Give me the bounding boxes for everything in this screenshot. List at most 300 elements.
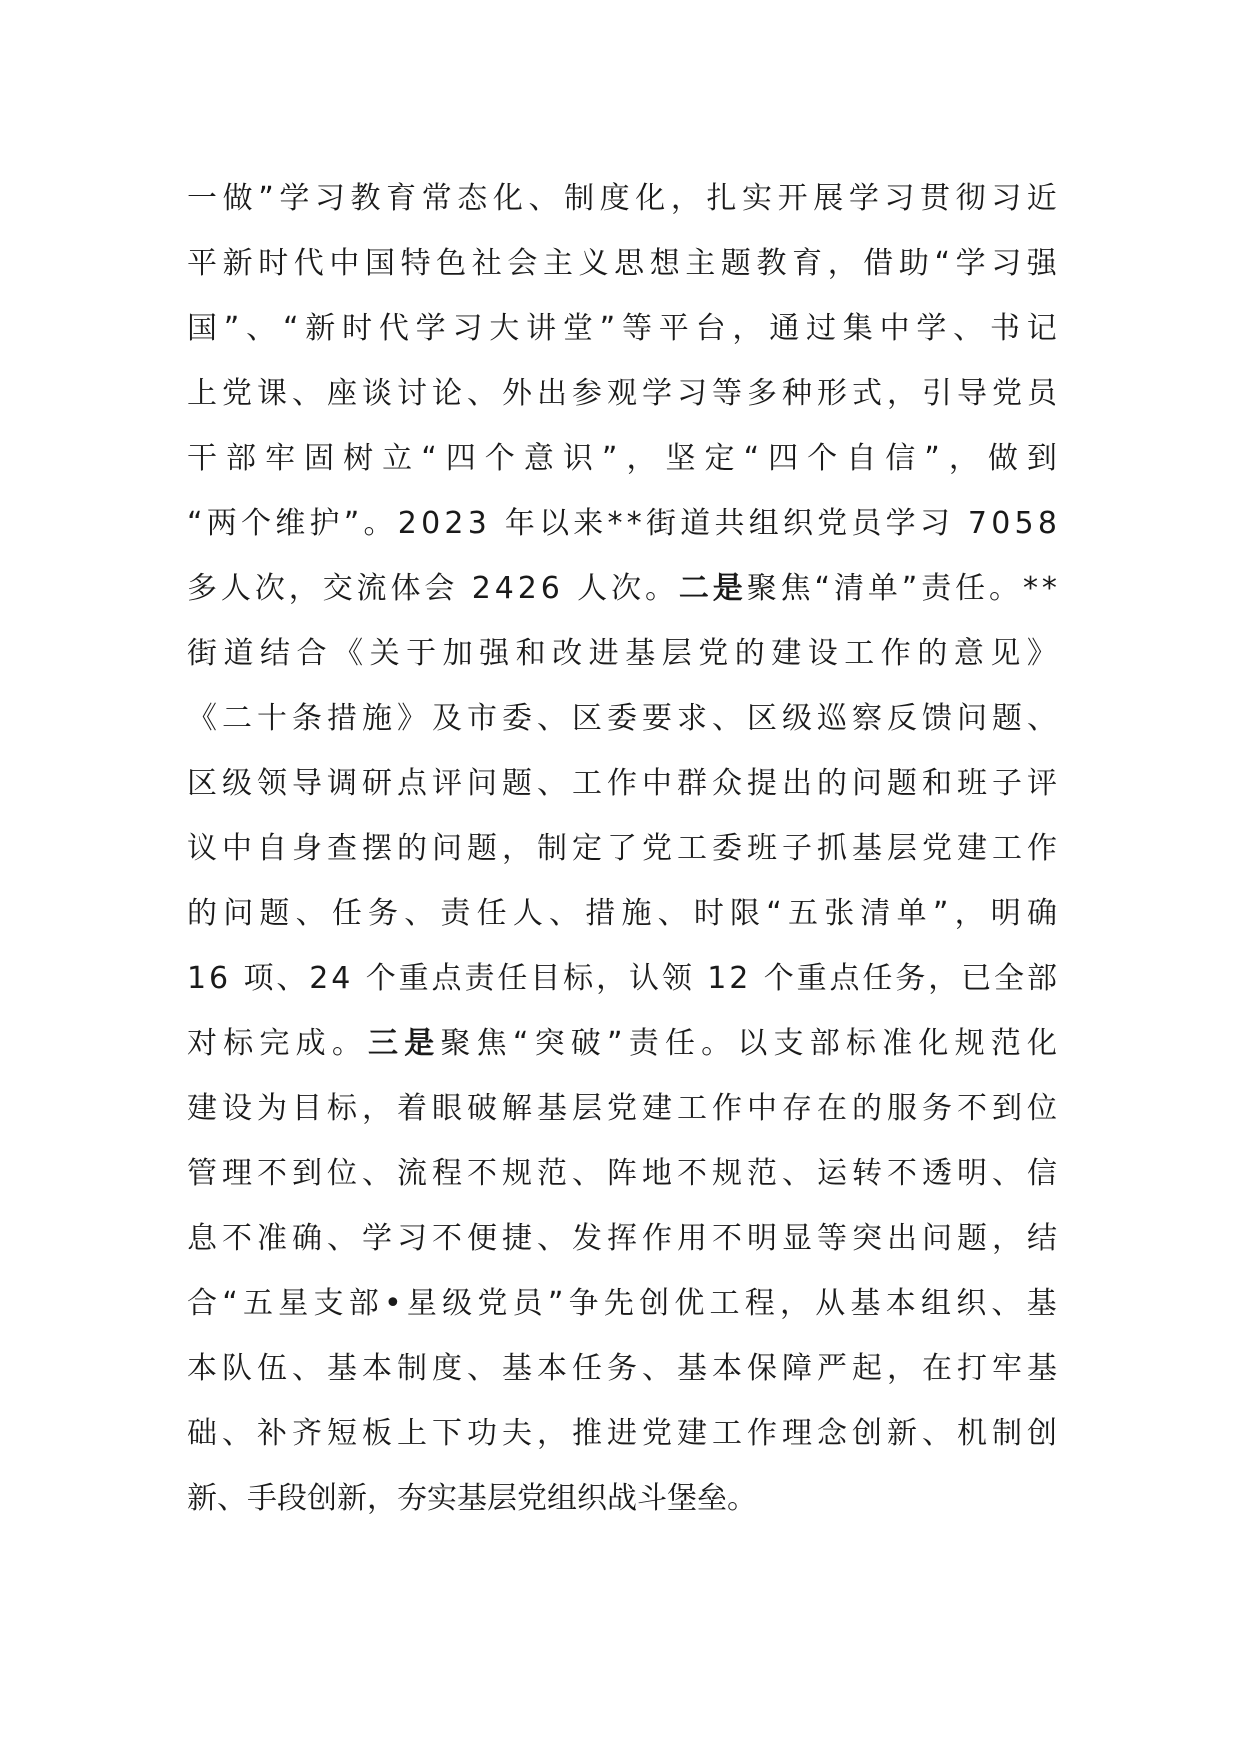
text-char: 3 — [467, 506, 487, 541]
text-char: ” — [924, 441, 940, 476]
text-char: 部 — [1026, 961, 1057, 996]
text-char: 确 — [292, 1221, 322, 1256]
text-char: 式 — [852, 376, 882, 411]
text-char: 讨 — [397, 376, 427, 411]
text-char: 理 — [222, 1156, 252, 1191]
text-char: 战 — [607, 1481, 637, 1516]
text-char: ， — [596, 961, 627, 996]
text-char: 五 — [243, 1286, 274, 1321]
text-char: 在 — [922, 1351, 952, 1386]
text-char: 本 — [362, 1351, 392, 1386]
text-char: 转 — [852, 1156, 882, 1191]
text-char: 功 — [467, 1416, 497, 1451]
text-char: 次 — [254, 571, 285, 606]
text-char: 化 — [635, 181, 666, 216]
text-char: 进 — [588, 636, 619, 671]
bold-lead-char: 是 — [712, 571, 743, 606]
text-char: 干 — [187, 441, 217, 476]
text-char: 个 — [241, 506, 272, 541]
text-char: 捷 — [502, 1221, 532, 1256]
text-char: 时 — [342, 311, 373, 346]
text-char: 巡 — [817, 701, 847, 736]
text-char: 出 — [782, 766, 812, 801]
text-char: 支 — [773, 1026, 804, 1061]
text-char: 立 — [382, 441, 413, 476]
text-char: 务 — [922, 1091, 952, 1126]
text-char: 队 — [222, 1351, 252, 1386]
text-char: * — [1041, 571, 1057, 606]
text-char: ， — [288, 571, 319, 606]
text-char: “ — [421, 441, 437, 476]
text-char: 国 — [364, 246, 395, 281]
text-char: 层 — [487, 1481, 517, 1516]
text-char: 题 — [502, 766, 532, 801]
text-char: 学 — [362, 1221, 392, 1256]
text-char: 流 — [397, 1156, 427, 1191]
text-char: 夯 — [397, 1481, 427, 1516]
text-char: 层 — [661, 636, 692, 671]
text-char: 焦 — [780, 571, 811, 606]
text-char: 级 — [782, 701, 812, 736]
text-char: 新 — [187, 1481, 217, 1516]
text-char: 显 — [782, 1221, 812, 1256]
text-char: 条 — [292, 701, 322, 736]
text-char: 主 — [542, 246, 573, 281]
text-char: 会 — [424, 571, 455, 606]
text-line — [187, 1336, 1057, 1401]
text-char: 级 — [442, 1286, 473, 1321]
text-char: 交 — [322, 571, 353, 606]
text-char: 学 — [642, 376, 672, 411]
text-char: 态 — [457, 181, 488, 216]
text-char: 实 — [427, 1481, 457, 1516]
text-char: 党 — [642, 831, 672, 866]
text-char: 级 — [222, 766, 252, 801]
text-line — [187, 1206, 1057, 1271]
text-char: 四 — [768, 441, 799, 476]
text-char: 强 — [1026, 246, 1057, 281]
text-char: 思 — [614, 246, 645, 281]
text-char: 聚 — [440, 1026, 471, 1061]
text-char: 、 — [292, 376, 322, 411]
text-char: 要 — [642, 701, 672, 736]
text-char: 关 — [369, 636, 400, 671]
text-char: 任 — [497, 961, 528, 996]
text-char: 重 — [398, 961, 429, 996]
text-char: 成 — [295, 1026, 326, 1061]
text-char: 清 — [833, 571, 864, 606]
text-char: 织 — [577, 1481, 607, 1516]
text-char: 到 — [992, 1091, 1022, 1126]
text-char: 制 — [992, 1416, 1022, 1451]
text-char: 大 — [489, 311, 520, 346]
text-char: 委 — [607, 701, 637, 736]
text-char: 于 — [406, 636, 437, 671]
text-char: 工 — [572, 766, 602, 801]
text-char: 、 — [642, 1351, 672, 1386]
text-char: 一 — [187, 181, 217, 216]
text-char: ” — [901, 571, 918, 606]
text-char: 6 — [540, 571, 560, 606]
text-char: 务 — [607, 1351, 637, 1386]
text-char: 突 — [534, 1026, 565, 1061]
text-char: 2 — [444, 506, 464, 541]
text-char: 任 — [572, 1351, 602, 1386]
text-char: 基 — [1026, 1286, 1057, 1321]
text-char: “ — [512, 1026, 529, 1061]
text-line — [187, 1011, 1057, 1076]
text-char: 馈 — [922, 701, 952, 736]
text-char: 导 — [957, 376, 987, 411]
text-char: 。 — [363, 506, 394, 541]
text-char: ， — [954, 896, 985, 931]
text-char: 流 — [356, 571, 387, 606]
text-line — [187, 166, 1057, 231]
text-char: 以 — [737, 1026, 768, 1061]
text-char: 教 — [350, 181, 381, 216]
text-char: 0 — [991, 506, 1011, 541]
text-char: 强 — [479, 636, 510, 671]
text-char: 。 — [727, 1481, 757, 1516]
text-char: “ — [766, 896, 782, 931]
text-char: 新 — [222, 246, 253, 281]
text-char: 习 — [991, 181, 1022, 216]
text-char: 平 — [658, 311, 689, 346]
text-char: 基 — [677, 1351, 707, 1386]
text-char: 不 — [432, 1221, 462, 1256]
text-char: 国 — [187, 311, 217, 346]
text-char: 存 — [782, 1091, 812, 1126]
text-char: 伍 — [257, 1351, 287, 1386]
text-char: 贯 — [920, 181, 951, 216]
text-char: 地 — [642, 1156, 672, 1191]
text-char: 习 — [452, 311, 483, 346]
text-char: 习 — [314, 181, 345, 216]
text-char: 问 — [432, 831, 462, 866]
text-char: 聚 — [746, 571, 777, 606]
text-char: 。 — [331, 1026, 362, 1061]
text-char: 任 — [476, 896, 507, 931]
text-char: 目 — [292, 1091, 322, 1126]
text-char: 参 — [572, 376, 602, 411]
text-char: 次 — [611, 571, 642, 606]
text-char: 习 — [991, 246, 1022, 281]
text-line — [187, 361, 1057, 426]
text-char: 星 — [406, 1286, 437, 1321]
text-char: 焦 — [476, 1026, 507, 1061]
text-char: * — [626, 506, 642, 541]
text-char: 结 — [260, 636, 291, 671]
text-char: 推 — [572, 1416, 602, 1451]
text-char: 4 — [331, 961, 351, 996]
text-char: 区 — [572, 701, 602, 736]
text-char: 做 — [222, 181, 253, 216]
text-char: 和 — [515, 636, 546, 671]
text-char: 、 — [222, 1416, 252, 1451]
text-char: 《 — [187, 701, 217, 736]
text-char: 代 — [293, 246, 324, 281]
text-char: 单 — [867, 571, 898, 606]
text-char: 市 — [467, 701, 497, 736]
text-char: 建 — [642, 1091, 672, 1126]
text-char: 发 — [572, 1221, 602, 1256]
text-char: ， — [887, 376, 917, 411]
text-char: 子 — [992, 766, 1022, 801]
text-char: 及 — [432, 701, 462, 736]
text-char: 措 — [585, 896, 616, 931]
text-char: 》 — [1026, 636, 1057, 671]
text-char: 度 — [599, 181, 630, 216]
text-char: 定 — [704, 441, 735, 476]
text-char: 座 — [327, 376, 357, 411]
text-char: 的 — [852, 1091, 882, 1126]
text-char: 制 — [564, 181, 595, 216]
text-char: 信 — [1027, 1156, 1057, 1191]
text-char: 工 — [709, 1286, 740, 1321]
text-char: 班 — [747, 831, 777, 866]
text-char: 本 — [885, 1286, 916, 1321]
text-char: 认 — [628, 961, 659, 996]
text-char: 会 — [507, 246, 538, 281]
text-char: 障 — [782, 1351, 812, 1386]
text-char: 展 — [813, 181, 844, 216]
text-char: 7 — [967, 506, 987, 541]
text-char: 先 — [603, 1286, 634, 1321]
text-char: 进 — [607, 1416, 637, 1451]
text-char: 标 — [327, 1091, 357, 1126]
text-char: 出 — [537, 376, 567, 411]
text-char: 5 — [1014, 506, 1034, 541]
text-char: 理 — [782, 1416, 812, 1451]
text-char: 为 — [257, 1091, 287, 1126]
text-char: 特 — [400, 246, 431, 281]
text-char: 2 — [471, 571, 491, 606]
text-char: 谈 — [362, 376, 392, 411]
text-char: 创 — [639, 1286, 670, 1321]
text-char: 创 — [307, 1481, 337, 1516]
text-char: ， — [502, 831, 532, 866]
text-char: 学 — [848, 181, 879, 216]
text-char: 党 — [477, 1286, 508, 1321]
text-char: 本 — [187, 1351, 217, 1386]
text-char: 责 — [440, 896, 471, 931]
text-char: 2 — [517, 571, 537, 606]
text-char: 、 — [276, 961, 307, 996]
text-char: 建 — [187, 1091, 217, 1126]
text-char: 信 — [885, 441, 916, 476]
text-char: 争 — [568, 1286, 599, 1321]
text-char: 创 — [852, 1416, 882, 1451]
text-char: 不 — [957, 1091, 987, 1126]
text-char: 调 — [327, 766, 357, 801]
text-char: 学 — [279, 181, 310, 216]
text-char: 建 — [677, 1416, 707, 1451]
text-char: 学 — [916, 311, 947, 346]
text-char: 四 — [445, 441, 476, 476]
text-line — [187, 621, 1057, 686]
text-char: ” — [606, 1026, 623, 1061]
text-char: 、 — [327, 1221, 357, 1256]
text-char: 来 — [573, 506, 604, 541]
text-char: 定 — [572, 831, 602, 866]
text-char: 垒 — [697, 1481, 727, 1516]
bold-lead-char: 是 — [404, 1026, 435, 1061]
text-char: 体 — [390, 571, 421, 606]
text-char: 党 — [922, 831, 952, 866]
text-char: 组 — [547, 1481, 577, 1516]
text-char: 员 — [851, 506, 882, 541]
text-char: 制 — [397, 1351, 427, 1386]
text-char: 合 — [296, 636, 327, 671]
text-char: 基 — [457, 1481, 487, 1516]
text-char: 本 — [537, 1351, 567, 1386]
text-char: 提 — [747, 766, 777, 801]
text-char: 工 — [992, 831, 1022, 866]
text-char: 规 — [712, 1156, 742, 1191]
text-char: 解 — [502, 1091, 532, 1126]
text-char: 点 — [397, 766, 427, 801]
text-char: 作 — [712, 1091, 742, 1126]
text-char: 委 — [502, 701, 532, 736]
text-char: 自 — [846, 441, 877, 476]
text-char: 不 — [677, 1156, 707, 1191]
text-char: 个 — [763, 961, 794, 996]
text-char: 起 — [852, 1351, 882, 1386]
text-char: 查 — [327, 831, 357, 866]
text-char: 多 — [187, 571, 217, 606]
text-char: 中 — [329, 246, 360, 281]
text-char: 等 — [622, 311, 652, 346]
text-char: 任 — [862, 961, 893, 996]
text-char: 人 — [512, 896, 543, 931]
text-char: 意 — [953, 636, 984, 671]
text-char — [751, 946, 761, 1011]
text-char: 中 — [642, 766, 672, 801]
text-char: ” — [223, 311, 240, 346]
text-char: 共 — [714, 506, 745, 541]
text-char: 标 — [563, 961, 594, 996]
text-line — [187, 881, 1057, 946]
text-char: 管 — [187, 1156, 217, 1191]
text-char: 、 — [467, 1351, 497, 1386]
text-char: 在 — [817, 1091, 847, 1126]
text-char: 念 — [817, 1416, 847, 1451]
text-char: 上 — [397, 1416, 427, 1451]
text-char: 、 — [782, 1156, 812, 1191]
text-char: 层 — [887, 831, 917, 866]
text-char: 固 — [304, 441, 335, 476]
text-char: 限 — [730, 896, 761, 931]
text-char: 题 — [720, 246, 751, 281]
text-char: 班 — [957, 766, 987, 801]
text-char: 单 — [896, 896, 927, 931]
text-char: 彻 — [955, 181, 986, 216]
text-char: 位 — [327, 1156, 357, 1191]
text-char — [231, 946, 241, 1011]
text-char: ， — [928, 961, 959, 996]
text-char — [491, 491, 501, 556]
text-char: 、 — [953, 311, 984, 346]
text-char: 研 — [362, 766, 392, 801]
text-char: 标 — [223, 1026, 254, 1061]
text-char: 点 — [829, 961, 860, 996]
text-char: 街 — [187, 636, 217, 671]
text-char: 6 — [209, 961, 229, 996]
text-char: 、 — [712, 701, 742, 736]
text-char — [564, 556, 574, 621]
text-char: 目 — [530, 961, 561, 996]
text-char: 项 — [243, 961, 274, 996]
text-line — [187, 231, 1057, 296]
text-char: 题 — [887, 766, 917, 801]
text-char: 、 — [537, 701, 567, 736]
text-char: 打 — [957, 1351, 987, 1386]
text-char: 程 — [744, 1286, 775, 1321]
text-char: ， — [948, 441, 979, 476]
text-char: ” — [599, 311, 616, 346]
text-char: 重 — [796, 961, 827, 996]
text-char: 明 — [990, 896, 1021, 931]
text-char: 集 — [842, 311, 873, 346]
text-char — [458, 556, 468, 621]
text-char: 记 — [1026, 311, 1057, 346]
text-char: 的 — [187, 896, 217, 931]
text-char: 4 — [494, 571, 514, 606]
text-char — [954, 491, 964, 556]
text-char: 不 — [467, 1156, 497, 1191]
text-char: 中 — [747, 1091, 777, 1126]
text-char: 的 — [397, 831, 427, 866]
text-char: 层 — [572, 1091, 602, 1126]
text-line — [187, 816, 1057, 881]
text-char: 织 — [956, 1286, 987, 1321]
text-char: 施 — [621, 896, 652, 931]
text-char: 度 — [432, 1351, 462, 1386]
text-char: “ — [282, 311, 299, 346]
text-char: 党 — [992, 376, 1022, 411]
text-char: 息 — [187, 1221, 217, 1256]
text-char: 改 — [552, 636, 583, 671]
text-char: 近 — [1026, 181, 1057, 216]
text-char: 道 — [680, 506, 711, 541]
text-char: 全 — [994, 961, 1025, 996]
text-line — [187, 1076, 1057, 1141]
text-char: 、 — [404, 896, 435, 931]
text-char: 党 — [642, 1416, 672, 1451]
text-char: 任 — [331, 896, 362, 931]
text-char: 常 — [421, 181, 452, 216]
text-char: 严 — [817, 1351, 847, 1386]
text-char: 上 — [187, 376, 217, 411]
text-char: 党 — [222, 376, 252, 411]
text-line — [187, 491, 1057, 556]
text-char: 突 — [852, 1221, 882, 1256]
text-char: 、 — [292, 1351, 322, 1386]
text-char: 准 — [257, 1221, 287, 1256]
text-char: * — [607, 506, 623, 541]
text-char: 已 — [961, 961, 992, 996]
text-char: 部 — [348, 1286, 379, 1321]
text-char: 二 — [222, 701, 252, 736]
text-char: 规 — [502, 1156, 532, 1191]
text-line — [187, 296, 1057, 361]
text-char: 树 — [343, 441, 374, 476]
text-char: 主 — [685, 246, 716, 281]
text-char: 等 — [712, 376, 742, 411]
text-char: 自 — [257, 831, 287, 866]
text-char: 责 — [464, 961, 495, 996]
text-char: 牢 — [265, 441, 296, 476]
